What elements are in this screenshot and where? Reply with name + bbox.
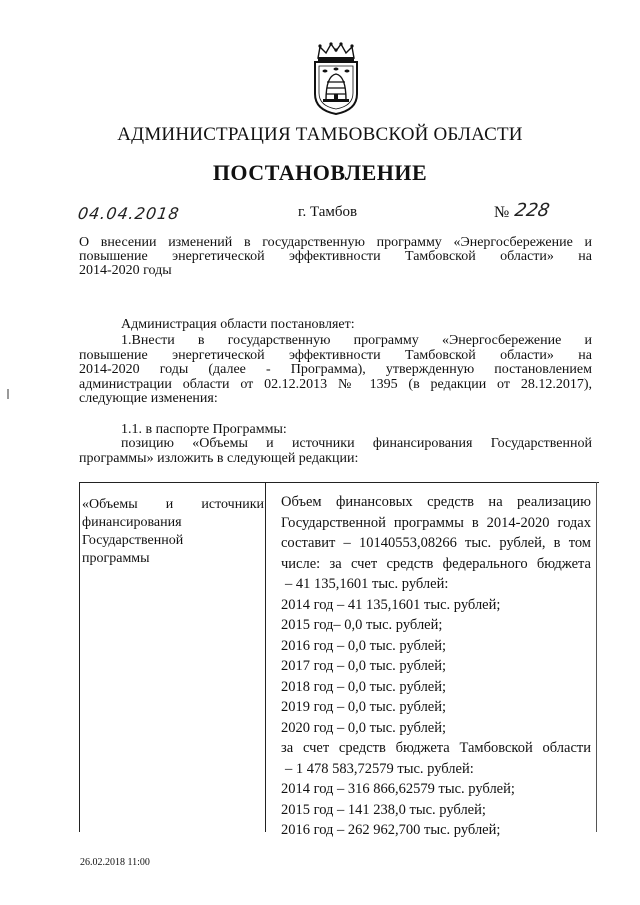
- value-line: 2019 год – 0,0 тыс. рублей;: [281, 699, 447, 715]
- table-cell-label: [82, 496, 264, 568]
- document-date-handwritten: 04.04.2018: [76, 204, 181, 223]
- value-line: 2015 год – 141 238,0 тыс. рублей;: [281, 801, 486, 818]
- paragraph-line: позицию «Объемы и источники финансирования Государственной: [121, 436, 592, 451]
- label-line: «Объемы и источники: [82, 497, 264, 512]
- table-top-border: [79, 482, 599, 483]
- value-line: 2016 год – 0,0 тыс. рублей;: [281, 637, 447, 654]
- paragraph-line: 1.Внести в государственную программу «Энергосбережение и: [121, 333, 592, 348]
- paragraph-line: 2014-2020 годы (далее - Программа), утвержденную постановлением: [79, 362, 592, 377]
- financing-table: [79, 482, 599, 838]
- value-line: 2014 год – 316 866,62579 тыс. рублей;: [281, 781, 515, 797]
- intro-paragraph: Администрация области постановляет:: [121, 317, 355, 332]
- table-column-divider: [265, 482, 266, 832]
- value-line: числе: за счет средств федерального бюджета: [281, 555, 591, 572]
- value-line: за счет средств бюджета Тамбовской области: [281, 740, 591, 756]
- margin-mark: [6, 386, 10, 396]
- value-line: – 41 135,1601 тыс. рублей:: [285, 576, 449, 592]
- document-type: ПОСТАНОВЛЕНИЕ: [212, 160, 428, 185]
- document-number-handwritten: 228: [513, 200, 552, 221]
- subject-line: О внесении изменений в государственную программу «Энергосбережение и: [79, 235, 592, 250]
- value-line: Объем финансовых средств на реализацию: [281, 494, 591, 510]
- subject-line: повышение энергетической эффективности Тамбовской области» на: [79, 249, 592, 264]
- value-line: Государственной программы в 2014-2020 годах: [281, 514, 591, 531]
- paragraph-line: повышение энергетической эффективности Тамбовской области» на: [79, 347, 592, 363]
- paragraph-line: следующие изменения:: [79, 391, 218, 406]
- document-subject: [79, 236, 592, 278]
- paragraph-1-1: 1.1. в паспорте Программы:: [121, 422, 287, 437]
- value-line: 2018 год – 0,0 тыс. рублей;: [281, 678, 447, 695]
- value-line: 2017 год – 0,0 тыс. рублей;: [281, 658, 447, 674]
- paragraph-line: программы» изложить в следующей редакции:: [79, 450, 359, 466]
- document-city: г. Тамбов: [298, 204, 358, 220]
- tambov-coat-of-arms-icon: [306, 42, 366, 116]
- paragraph-1: [79, 334, 592, 407]
- value-line: 2020 год – 0,0 тыс. рублей;: [281, 719, 447, 736]
- value-line: 2015 год– 0,0 тыс. рублей;: [281, 617, 443, 633]
- value-line: 2014 год – 41 135,1601 тыс. рублей;: [281, 596, 501, 613]
- document-number-label: №: [494, 204, 510, 221]
- value-line: составит – 10140553,08266 тыс. рублей, в том: [281, 535, 591, 551]
- table-cell-value: [281, 492, 591, 841]
- table-left-border: [79, 482, 80, 832]
- footer-timestamp: 26.02.2018 11:00: [80, 857, 150, 868]
- subject-line: 2014-2020 годы: [79, 263, 172, 278]
- paragraph-1-1-text: [79, 437, 592, 466]
- value-line: 2016 год – 262 962,700 тыс. рублей;: [281, 822, 501, 838]
- value-line: – 1 478 583,72579 тыс. рублей:: [285, 760, 474, 777]
- label-line: программы: [82, 551, 150, 566]
- label-line: Государственной: [82, 533, 184, 548]
- label-line: финансирования: [82, 515, 182, 530]
- paragraph-line: администрации области от 02.12.2013 № 1395 (в редакции от 28.12.2017),: [79, 376, 592, 392]
- table-right-border: [596, 482, 597, 832]
- organization-name: АДМИНИСТРАЦИЯ ТАМБОВСКОЙ ОБЛАСТИ: [117, 124, 523, 145]
